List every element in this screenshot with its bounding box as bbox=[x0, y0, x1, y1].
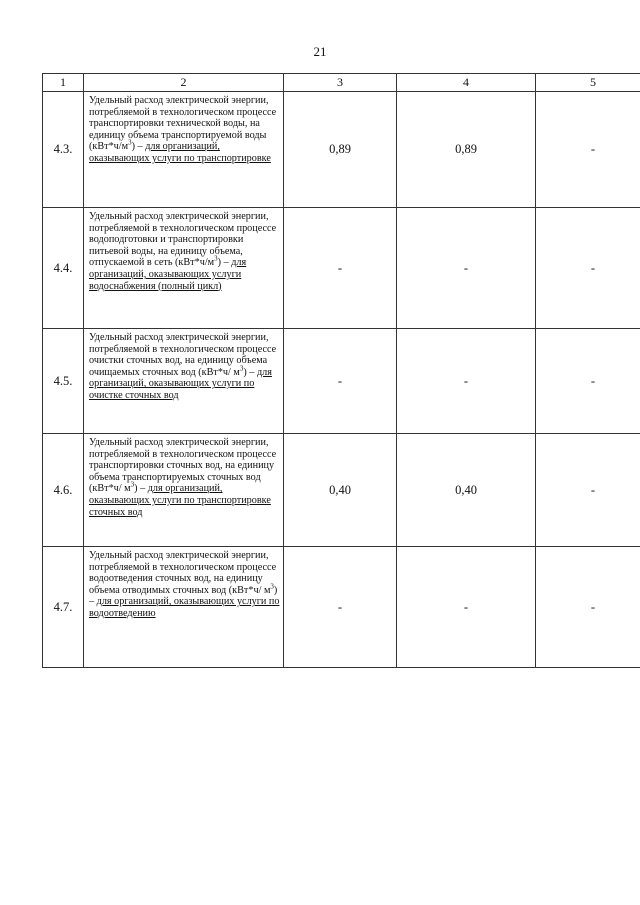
row-number: 4.3. bbox=[43, 92, 84, 208]
table-header-row bbox=[43, 74, 640, 92]
value-col-3: 0,40 bbox=[284, 434, 397, 547]
table-row bbox=[43, 329, 640, 434]
value-col-4: - bbox=[397, 329, 536, 434]
row-description: Удельный расход электрической энергии, потребляемой в технологическом процессе транспортировки сточных вод, на единицу объема транспортируемых сточных вод (кВт*ч/ $м^3$) – для организаций, оказывающих услуги по транспортировке сточных вод bbox=[84, 434, 284, 547]
header-col-4: 4 bbox=[397, 74, 536, 92]
table-row bbox=[43, 92, 640, 208]
row-number: 4.5. bbox=[43, 329, 84, 434]
value-col-3: - bbox=[284, 329, 397, 434]
page-number: 21 bbox=[313, 44, 327, 59]
value-col-4: - bbox=[397, 208, 536, 329]
header-col-3: 3 bbox=[284, 74, 397, 92]
header-col-5: 5 bbox=[536, 74, 640, 92]
row-description: Удельный расход электрической энергии, потребляемой в технологическом процессе водоподготовки и транспортировки питьевой воды, на единицу объема, отпускаемой в сеть $(кВт*ч/м^3)$ – для организаций, оказывающих услуги водоснабжения (полный цикл) bbox=[84, 208, 284, 329]
row-number: 4.6. bbox=[43, 434, 84, 547]
value-col-4: 0,40 bbox=[397, 434, 536, 547]
header-col-1: 1 bbox=[43, 74, 84, 92]
value-col-5: - bbox=[536, 208, 640, 329]
value-col-5: - bbox=[536, 329, 640, 434]
table-row bbox=[43, 208, 640, 329]
value-col-5: - bbox=[536, 547, 640, 668]
value-col-3: 0,89 bbox=[284, 92, 397, 208]
value-col-3: - bbox=[284, 208, 397, 329]
value-col-4: 0,89 bbox=[397, 92, 536, 208]
indicators-table bbox=[42, 73, 640, 668]
value-col-3: - bbox=[284, 547, 397, 668]
row-description: Удельный расход электрической энергии, потребляемой в технологическом процессе водоотведения сточных вод, на единицу объема отводимых сточных вод (кВт*ч/ $м^3$) – для организаций, оказывающих услуги по водоотведению bbox=[84, 547, 284, 668]
table-row bbox=[43, 547, 640, 668]
row-number: 4.7. bbox=[43, 547, 84, 668]
row-description: Удельный расход электрической энергии, потребляемой в технологическом процессе транспортировки технической воды, на единицу объема транспортируемой воды $(кВт*ч/м^3)$ – для организаций, оказывающих услуги по транспортировке bbox=[84, 92, 284, 208]
value-col-4: - bbox=[397, 547, 536, 668]
header-col-2: 2 bbox=[84, 74, 284, 92]
table-row bbox=[43, 434, 640, 547]
row-number: 4.4. bbox=[43, 208, 84, 329]
row-description: Удельный расход электрической энергии, потребляемой в технологическом процессе очистки сточных вод, на единицу объема очищаемых сточных вод (кВт*ч/ $м^3$) – для организаций, оказывающих услуги по очистке сточных вод bbox=[84, 329, 284, 434]
value-col-5: - bbox=[536, 434, 640, 547]
value-col-5: - bbox=[536, 92, 640, 208]
